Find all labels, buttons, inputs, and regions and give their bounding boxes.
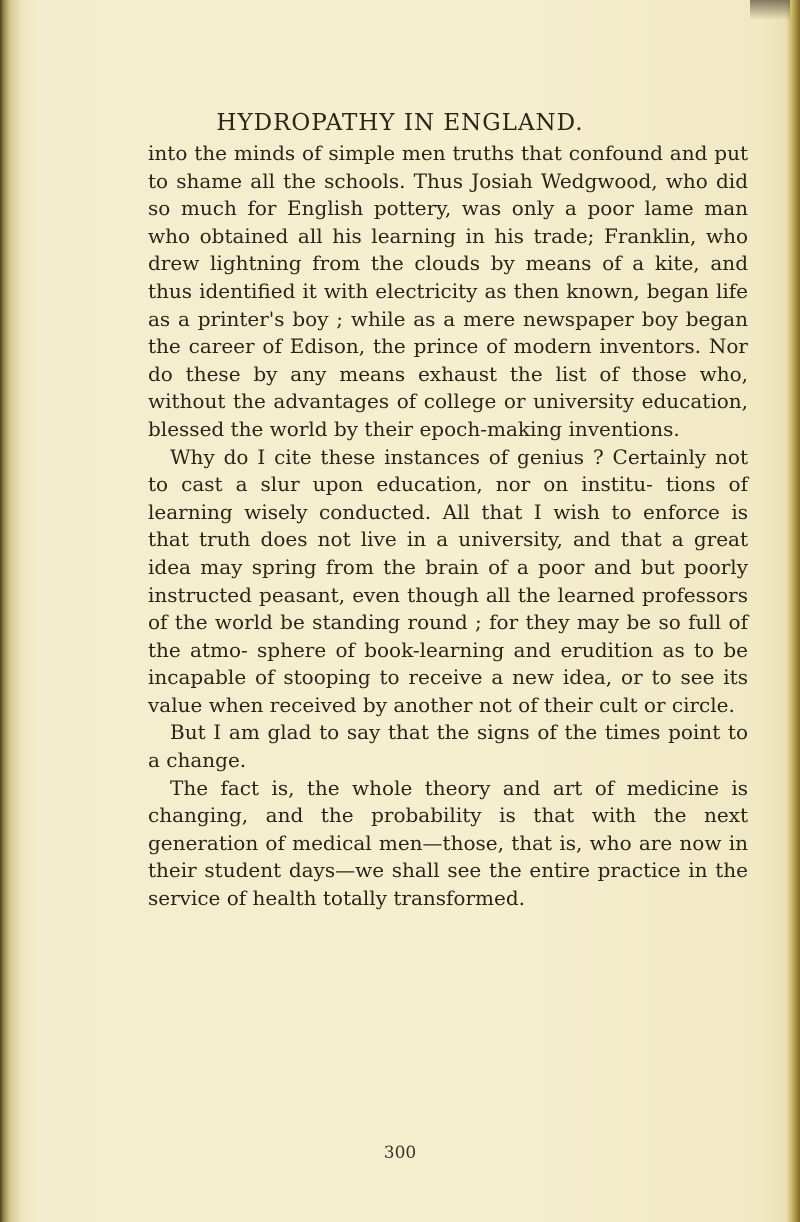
running-title: HYDROPATHY IN ENGLAND.	[216, 110, 584, 136]
paragraph-3: But I am glad to say that the signs of the times point to a change.	[148, 720, 748, 773]
page-edge	[786, 0, 800, 1222]
page-number: 300	[383, 1143, 417, 1163]
corner-shadow	[750, 0, 790, 20]
binding-edge	[0, 0, 22, 1222]
body-text	[148, 140, 748, 913]
paragraph-1: into the minds of simple men truths that confound and put to shame all the schools. Thus Josiah Wedgwood, who did so much for English pottery, was only a poor lame man who obtained all his learning in his trade; Franklin, who drew lightning from the clouds by means of a kite, and thus identified it with electricity as then known, began life as a printer's boy ; while as a mere newspaper boy began the career of Edison, the prince of modern inventors. Nor do these by any means exhaust the list of those who, without the advantages of college or university education, blessed the world by their epoch-making inventions.	[148, 141, 748, 441]
paragraph-4: The fact is, the whole theory and art of medicine is changing, and the probability is that with the next generation of medical men—those, that is, who are now in their student days—we shall see the entire practice in the service of health totally transformed.	[148, 775, 748, 911]
paragraph-2: Why do I cite these instances of genius ? Certainly not to cast a slur upon education, nor on institu- tions of learning wisely conducted. All that I wish to enforce is that truth does not live in a university, and that a great idea may spring from the brain of a poor and but poorly instructed peasant, even though all the learned professors of the world be standing round ; for they may be so full of the atmo- sphere of book-learning and erudition as to be incapable of stooping to receive a new idea, or to see its value when received by another not of their cult or circle.	[148, 444, 748, 717]
